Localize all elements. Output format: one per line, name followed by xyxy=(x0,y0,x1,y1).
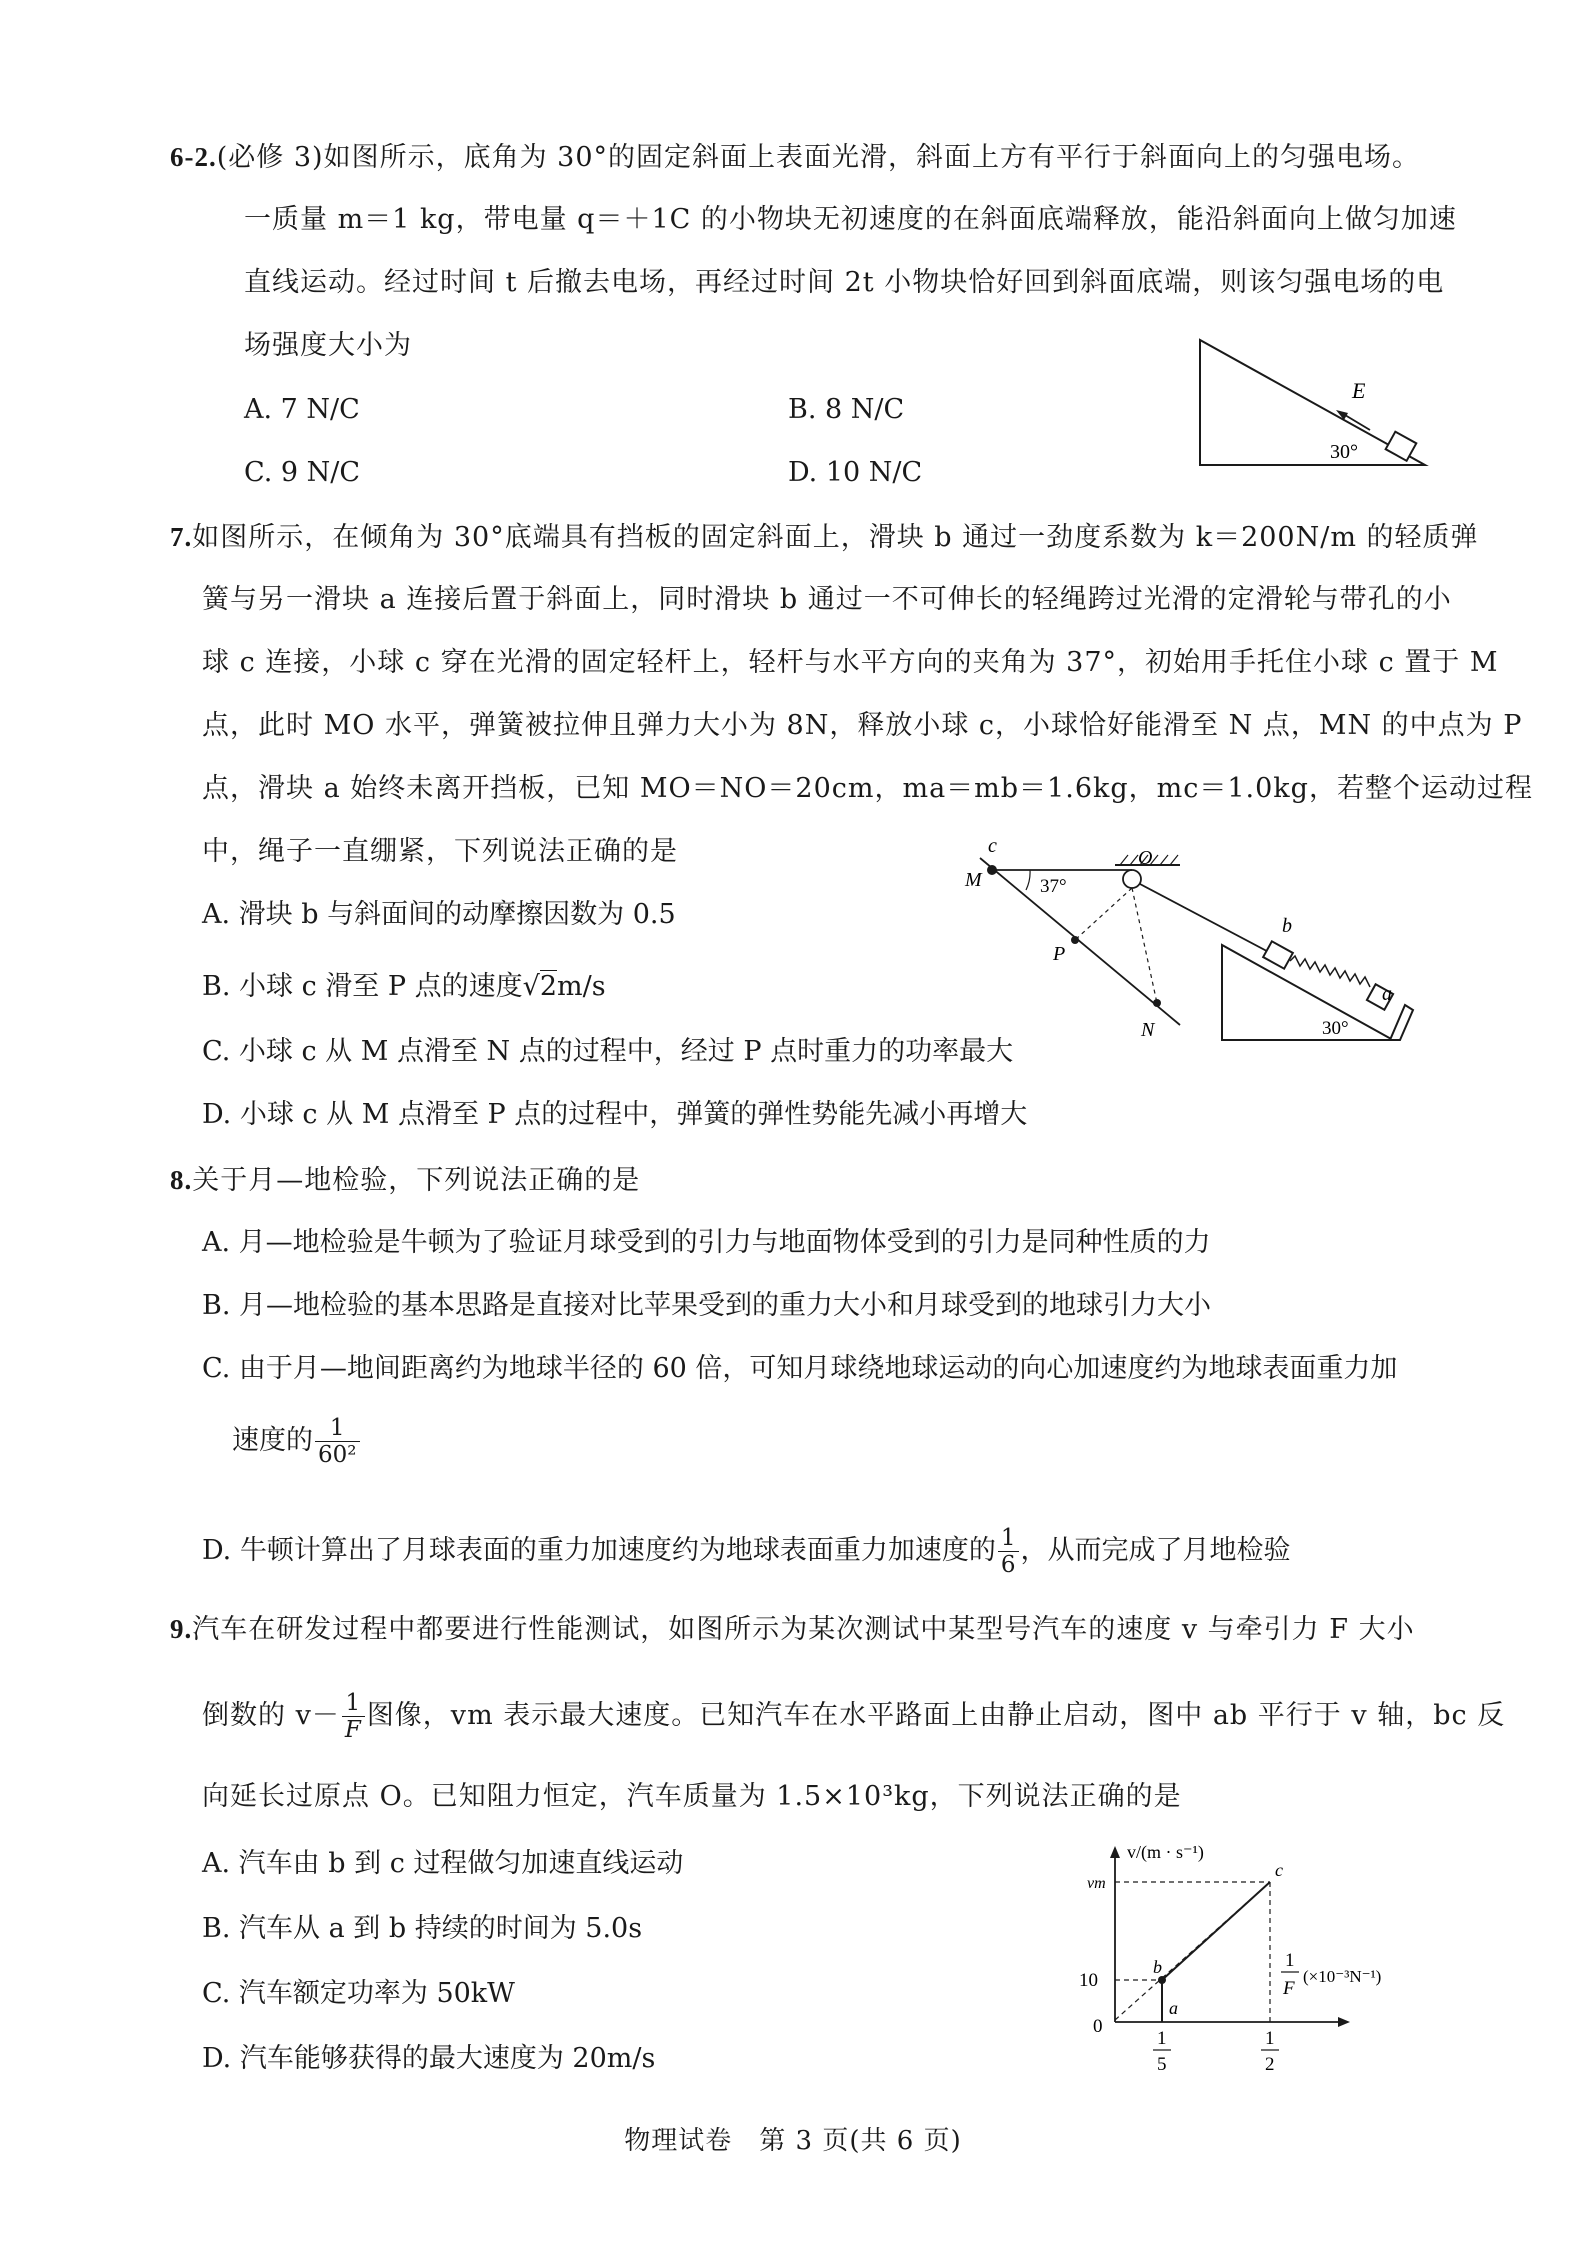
q8-line-1: 8.关于月—地检验，下列说法正确的是 xyxy=(170,1165,641,1196)
q9-option-c: C. 汽车额定功率为 50kW xyxy=(202,1978,515,2009)
q7-label-b: b xyxy=(1282,915,1292,937)
q9-line-1: 9.汽车在研发过程中都要进行性能测试，如图所示为某次测试中某型号汽车的速度 v 与牵引力 F 大小 xyxy=(170,1614,1415,1645)
q7-line-3: 球 c 连接，小球 c 穿在光滑的固定轻杆上，轻杆与水平方向的夹角为 37°，初始用手托住小球 c 置于 M xyxy=(202,647,1499,678)
q6-2-angle-label: 30° xyxy=(1330,441,1358,463)
q9-y-10-tick: 10 xyxy=(1079,1970,1098,1991)
q9-point-c: c xyxy=(1275,1860,1283,1880)
q7-label-o: O xyxy=(1138,847,1153,869)
q6-2-option-d: D. 10 N/C xyxy=(788,457,923,488)
q8-option-d: D. 牛顿计算出了月球表面的重力加速度约为地球表面重力加速度的 $\frac{1}{6}$ ，从而完成了月地检验 xyxy=(202,1525,1291,1578)
q7-line-4: 点，此时 MO 水平，弹簧被拉伸且弹力大小为 8N，释放小球 c，小球恰好能滑至 N 点，MN 的中点为 P xyxy=(202,710,1523,741)
q9-x2-den: 2 xyxy=(1265,2054,1275,2070)
q6-2-option-b: B. 8 N/C xyxy=(788,394,905,425)
q7-option-c: C. 小球 c 从 M 点滑至 N 点的过程中，经过 P 点时重力的功率最大 xyxy=(202,1036,1014,1067)
q7-option-d: D. 小球 c 从 M 点滑至 P 点的过程中，弹簧的弹性势能先减小再增大 xyxy=(202,1099,1028,1130)
q9-option-d: D. 汽车能够获得的最大速度为 20m/s xyxy=(202,2043,656,2074)
q9-y-axis-label: v/(m · s⁻¹) xyxy=(1127,1842,1204,1862)
q9-line-2: 倒数的 v－ $\frac{1}{F}$ 图像，vm 表示最大速度。已知汽车在水平路面上由静止启动，图中 ab 平行于 v 轴，bc 反 xyxy=(202,1690,1506,1743)
q9-inverse-f-fraction: $\frac{1}{F}$ xyxy=(342,1690,365,1743)
q7-option-b: B. 小球 c 滑至 P 点的速度√2m/s xyxy=(202,971,606,1002)
q6-2-figure-incline xyxy=(1180,330,1440,470)
q9-point-a: a xyxy=(1169,1998,1178,2018)
q7-figure xyxy=(960,840,1430,1050)
q6-2-line-1: 6-2.(必修 3)如图所示，底角为 30°的固定斜面上表面光滑，斜面上方有平行于斜面向上的匀强电场。 xyxy=(170,142,1421,173)
page-footer: 物理试卷 第 3 页(共 6 页) xyxy=(624,2126,962,2156)
q9-vm-tick: vm xyxy=(1087,1875,1106,1892)
q9-line-3: 向延长过原点 O。已知阻力恒定，汽车质量为 1.5×10³kg，下列说法正确的是 xyxy=(202,1781,1182,1812)
q6-2-number: 6-2. xyxy=(170,142,217,172)
q9-number: 9. xyxy=(170,1614,193,1644)
q9-x-axis-unit: (×10⁻³N⁻¹) xyxy=(1303,1967,1382,1986)
q9-point-b: b xyxy=(1153,1957,1162,1977)
q8-option-a: A. 月—地检验是牛顿为了验证月球受到的引力与地面物体受到的引力是同种性质的力 xyxy=(202,1227,1211,1258)
q9-x1-num: 1 xyxy=(1157,2028,1167,2049)
q8-option-d-fraction: $\frac{1}{6}$ xyxy=(998,1525,1019,1578)
q7-label-n: N xyxy=(1141,1019,1155,1041)
q9-x-axis-num: 1 xyxy=(1285,1950,1295,1971)
q9-x-axis-den: F xyxy=(1283,1978,1295,1999)
q8-option-c-line-2: 速度的 $\frac{1}{\text{60²}}$ xyxy=(232,1415,362,1468)
q7-line-6: 中，绳子一直绷紧，下列说法正确的是 xyxy=(202,836,678,867)
q8-number: 8. xyxy=(170,1165,193,1195)
q7-line-2: 簧与另一滑块 a 连接后置于斜面上，同时滑块 b 通过一不可伸长的轻绳跨过光滑的定滑轮与带孔的小 xyxy=(202,584,1452,615)
q9-origin-label: 0 xyxy=(1093,2016,1103,2037)
q7-line-5: 点，滑块 a 始终未离开挡板，已知 MO＝NO＝20cm，ma＝mb＝1.6kg，mc＝1.0kg，若整个运动过程 xyxy=(202,773,1533,804)
q6-2-line-2: 一质量 m＝1 kg，带电量 q＝＋1C 的小物块无初速度的在斜面底端释放，能沿斜面向上做匀加速 xyxy=(244,204,1457,235)
q6-2-option-c: C. 9 N/C xyxy=(244,457,361,488)
q6-2-option-a: A. 7 N/C xyxy=(244,394,360,425)
q7-line-1: 7.如图所示，在倾角为 30°底端具有挡板的固定斜面上，滑块 b 通过一劲度系数为 k＝200N/m 的轻质弹 xyxy=(170,522,1479,553)
q7-label-p: P xyxy=(1053,943,1066,965)
q6-2-line-4: 场强度大小为 xyxy=(244,330,412,361)
q7-option-a: A. 滑块 b 与斜面间的动摩擦因数为 0.5 xyxy=(202,899,676,930)
q7-label-m: M xyxy=(965,869,982,891)
q8-option-c-line-1: C. 由于月—地间距离约为地球半径的 60 倍，可知月球绕地球运动的向心加速度约为地球表面重力加 xyxy=(202,1353,1398,1384)
q7-number: 7. xyxy=(170,522,193,552)
q7-angle-30: 30° xyxy=(1322,1018,1349,1039)
q7-label-a: a xyxy=(1382,983,1392,1005)
q9-graph xyxy=(1075,1840,1435,2070)
q7-label-c: c xyxy=(988,840,997,857)
q9-x2-num: 1 xyxy=(1265,2028,1275,2049)
q9-x1-den: 5 xyxy=(1157,2054,1167,2070)
q8-option-b: B. 月—地检验的基本思路是直接对比苹果受到的重力大小和月球受到的地球引力大小 xyxy=(202,1290,1212,1321)
q7-angle-37: 37° xyxy=(1040,876,1067,897)
q9-option-a: A. 汽车由 b 到 c 过程做匀加速直线运动 xyxy=(202,1848,684,1879)
q8-option-c-fraction: $\frac{1}{\text{60²}}$ xyxy=(315,1415,360,1468)
q6-2-field-label: E xyxy=(1352,378,1366,403)
q6-2-line-3: 直线运动。经过时间 t 后撤去电场，再经过时间 2t 小物块恰好回到斜面底端，则该匀强电场的电 xyxy=(244,267,1445,298)
q9-option-b: B. 汽车从 a 到 b 持续的时间为 5.0s xyxy=(202,1913,643,1944)
